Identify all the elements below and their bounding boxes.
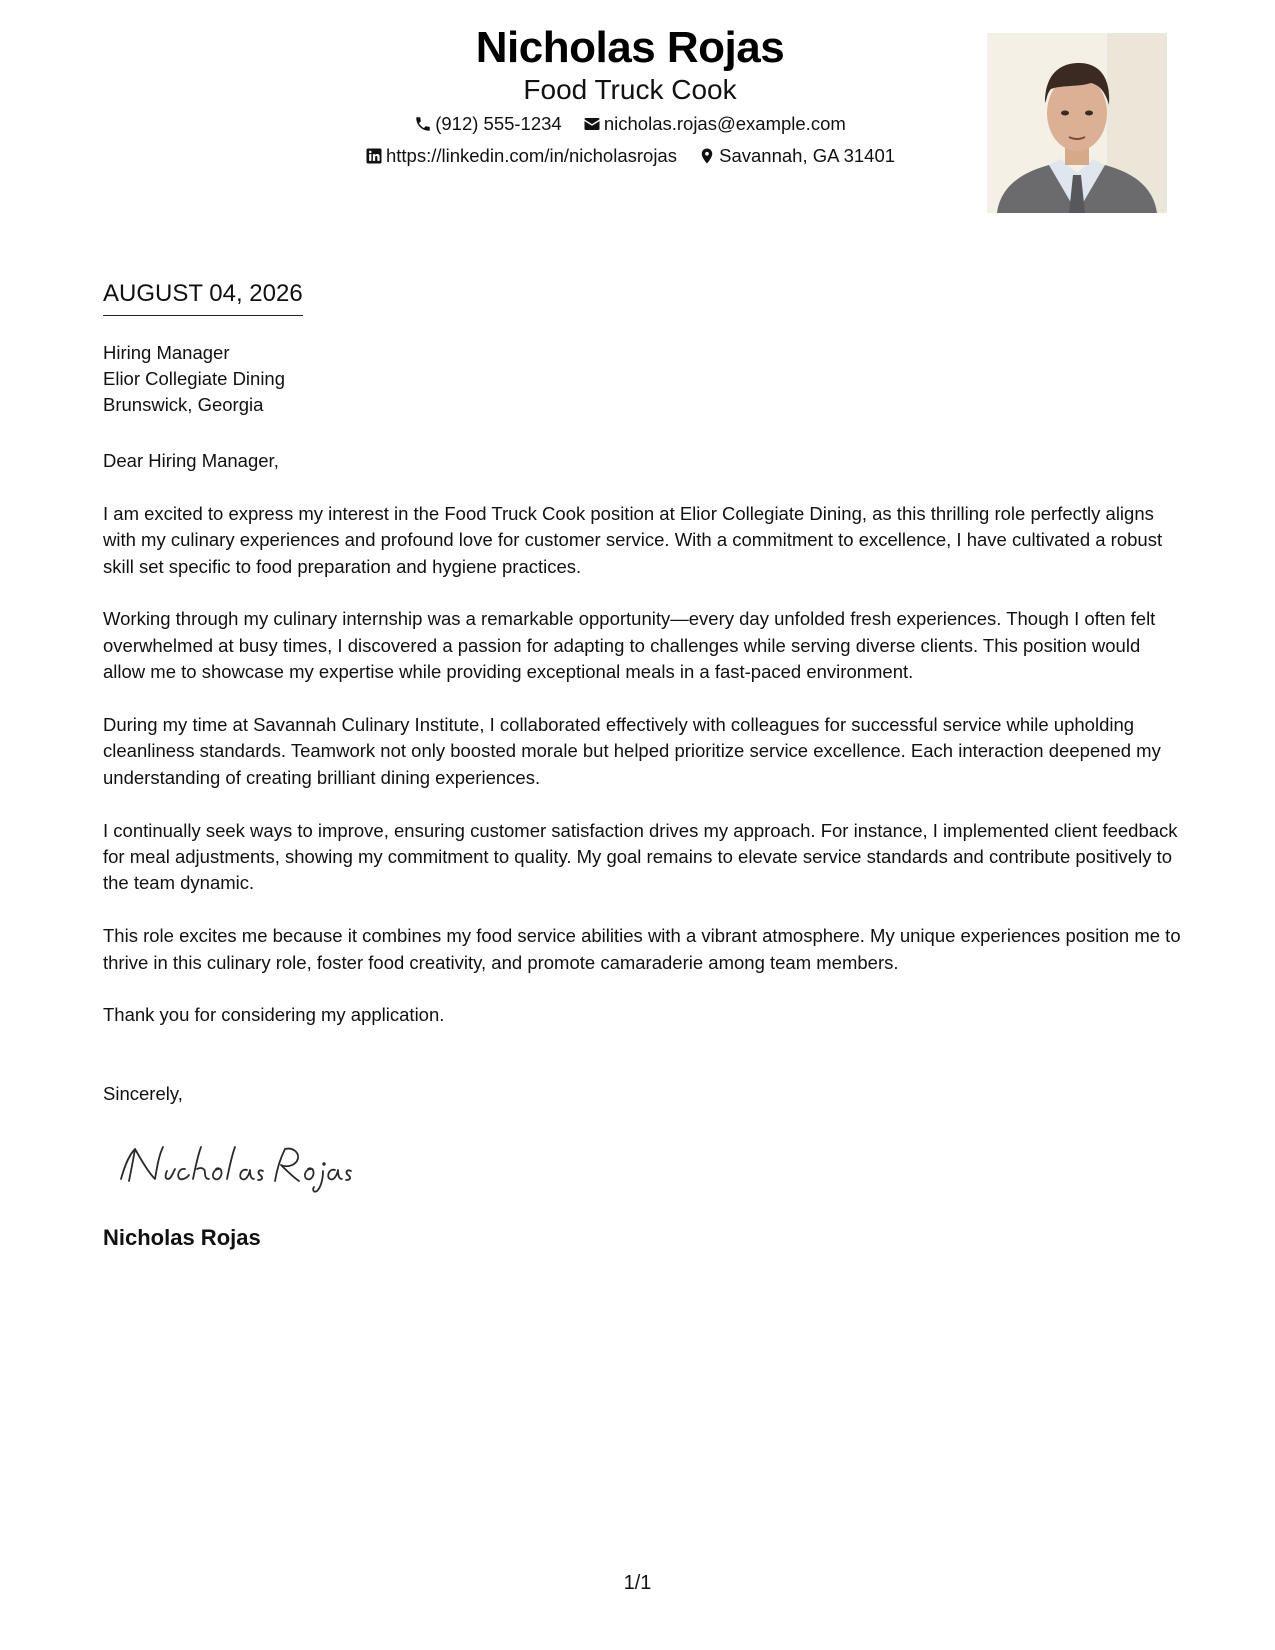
recipient-company: Elior Collegiate Dining xyxy=(103,368,286,389)
page-number: 1/1 xyxy=(623,1572,652,1594)
contact-linkedin xyxy=(365,143,677,169)
phone-text[interactable]: (912) 555-1234 xyxy=(435,113,562,134)
salutation: Dear Hiring Manager, xyxy=(103,450,279,471)
linkedin-text[interactable]: https://linkedin.com/in/nicholasrojas xyxy=(385,145,677,166)
recipient-block xyxy=(103,340,285,418)
contact-phone xyxy=(414,111,562,137)
signer-name: Nicholas Rojas xyxy=(103,1225,261,1250)
envelope-icon xyxy=(583,115,601,133)
applicant-job-title: Food Truck Cook xyxy=(523,74,737,105)
location-text: Savannah, GA 31401 xyxy=(719,145,896,166)
phone-icon xyxy=(414,115,432,133)
contact-location xyxy=(698,143,895,169)
recipient-location: Brunswick, Georgia xyxy=(103,394,264,415)
recipient-name: Hiring Manager xyxy=(103,342,230,363)
profile-photo xyxy=(987,33,1167,213)
body-paragraph: Working through my culinary internship was a remarkable opportunity—every day unfolded fresh experiences. Though I often felt overwhelmed at busy times, I discovered a passion for adapting to challenges while serving diverse clients. This position would allow me to showcase my expertise while providing exceptional meals in a fast-paced environment. xyxy=(103,608,1156,683)
map-pin-icon xyxy=(698,147,716,165)
body-paragraph: I am excited to express my interest in the Food Truck Cook position at Elior Collegiate Dining, as this thrilling role perfectly aligns with my culinary experiences and profound love for customer service. With a commitment to excellence, I have cultivated a robust skill set specific to food preparation and hygiene practices. xyxy=(103,502,1163,577)
email-text[interactable]: nicholas.rojas@example.com xyxy=(603,113,846,134)
closing: Sincerely, xyxy=(103,1083,183,1104)
body-paragraph: Thank you for considering my application. xyxy=(103,1004,445,1026)
linkedin-icon xyxy=(365,147,383,165)
letter-body xyxy=(103,448,1183,1055)
body-paragraph: This role excites me because it combines my food service abilities with a vibrant atmosphere. My unique experiences position me to thrive in this culinary role, foster food creativity, and promote camaraderie among team members. xyxy=(103,925,1181,973)
letter-date: AUGUST 04, 2026 xyxy=(103,279,303,316)
body-paragraph: During my time at Savannah Culinary Institute, I collaborated effectively with colleagues for successful service while upholding cleanliness standards. Teamwork not only boosted morale but helped prioritize service excellence. Each interaction deepened my understanding of creating brilliant dining experiences. xyxy=(103,714,1161,788)
letter-header xyxy=(0,22,1275,222)
contact-email xyxy=(583,111,846,137)
applicant-name: Nicholas Rojas xyxy=(475,23,785,72)
handwritten-signature xyxy=(115,1135,355,1195)
body-paragraph: I continually seek ways to improve, ensuring customer satisfaction drives my approach. For instance, I implemented client feedback for meal adjustments, showing my commitment to quality. My goal remains to elevate service standards and contribute positively to the team dynamic. xyxy=(103,819,1178,894)
